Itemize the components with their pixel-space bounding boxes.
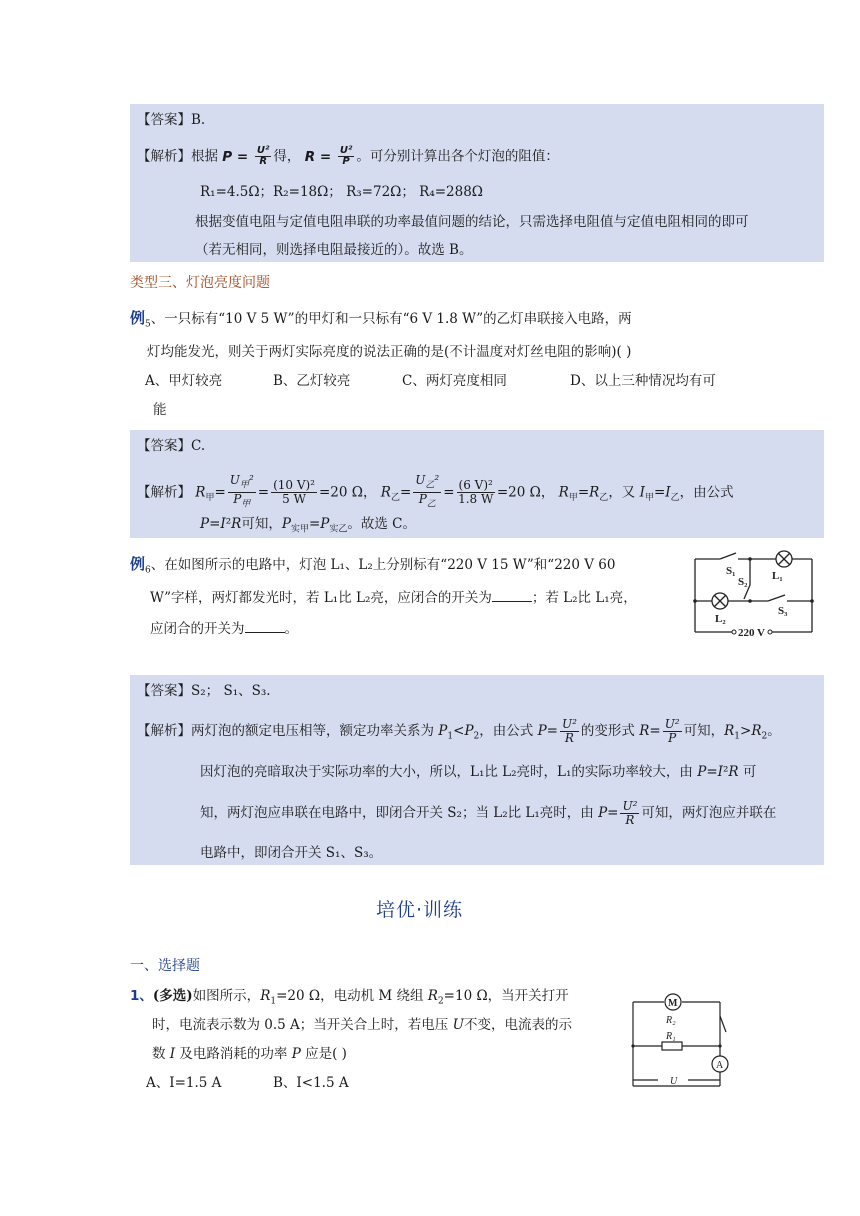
q1-option-b: B、I<1.5 A — [273, 1075, 349, 1091]
analysis-label-2: 【解析】 — [137, 484, 191, 501]
analysis-line-4: （若无相同，则选择电阻最接近的）。故选 B。 — [195, 242, 473, 258]
q1-line3: 数 I 及电路消耗的功率 P 应是( ) — [152, 1046, 347, 1062]
label-220v: 220 V — [738, 627, 765, 639]
q1-text2b: 不变，电流表的示 — [463, 1017, 572, 1033]
calc1: =20 Ω， — [319, 484, 377, 501]
analysis-line — [137, 146, 559, 167]
ex5-option-d-cont: 能 — [153, 402, 167, 418]
ex6-text2a: W”字样，两灯都发光时，若 L₁比 L₂亮，应闭合的开关为 — [150, 590, 492, 606]
label-s3: S₃ — [778, 605, 788, 617]
a3-l2a: 因灯泡的亮暗取决于实际功率的大小，所以，L₁比 L₂亮时，L₁的实际功率较大，由 — [200, 764, 698, 780]
ex6-label: 例 — [130, 555, 146, 573]
label-s2: S₂ — [738, 576, 748, 588]
label-l1: L₁ — [772, 570, 783, 582]
q1-r1: =20 Ω，电动机 M 绕组 — [276, 988, 428, 1004]
ex5-num: 5 — [145, 319, 151, 330]
frac1-num: (10 V)² — [273, 478, 315, 493]
analysis-3-line1: 【解析】两灯泡的额定电压相等，额定功率关系为 $P_1<P_2$，由公式 P= $\frac{\text{U²}}{R}$ 的变形式 R= $\frac{\text{U²}}{P}$ 可知，$R_1>R_2$。 — [137, 717, 781, 745]
answer-line-3: 【答案】S₂； S₁、S₃. — [137, 683, 271, 699]
ex6-num: 6 — [145, 565, 151, 576]
a3-l3b: 可知，两灯泡应并联在 — [641, 805, 777, 821]
frac1-den: 5 W — [282, 492, 306, 507]
tail1: ，又 — [608, 484, 636, 501]
line2-end: 。故选 C。 — [347, 516, 416, 532]
ex6-circuit-diagram — [690, 545, 820, 645]
r1-label: R₁ — [666, 1031, 676, 1042]
a3-l1a: 【解析】两灯泡的额定电压相等，额定功率关系为 — [137, 723, 439, 739]
a3-l2b: 可 — [738, 764, 757, 780]
ex5-line1 — [130, 308, 632, 335]
ex6-text2b: ；若 L₂比 L₁亮， — [531, 590, 637, 606]
ex5-text1: 、一只标有“10 V 5 W”的甲灯和一只标有“6 V 1.8 W”的乙灯串联接入电路，两 — [150, 311, 632, 327]
analysis-3-line4: 电路中，即闭合开关 S₁、S₃。 — [200, 845, 383, 861]
tail2: ，由公式 — [679, 484, 734, 501]
ex5-option-c: C、两灯亮度相同 — [402, 373, 507, 389]
ammeter-label: A — [716, 1060, 724, 1071]
analysis-prefix: 【解析】根据 — [137, 148, 218, 165]
blank-1[interactable] — [492, 587, 532, 602]
q1-circuit-diagram — [628, 988, 748, 1092]
frac2-den: 1.8 W — [458, 492, 494, 507]
q1-line1: 1、(多选)如图所示，$R_1=20$ Ω，电动机 M 绕组 $R_2=10$ Ω，当开关打开 — [130, 988, 569, 1007]
resistance-values: R₁=4.5Ω；R₂=18Ω； R₃=72Ω； R₄=288Ω — [200, 184, 483, 200]
q1-multi: (多选) — [152, 988, 193, 1004]
ex6-line2 — [150, 587, 637, 608]
ex5-label: 例 — [130, 309, 146, 327]
ex5-option-b: B、乙灯较亮 — [273, 373, 351, 389]
ex6-text1: 、在如图所示的电路中，灯泡 L₁、L₂上分别标有“220 V 15 W”和“220 V 60 — [150, 557, 616, 573]
u-label: U — [670, 1076, 678, 1087]
line2-tail: 可知， — [241, 516, 282, 532]
r2-label: R₂ — [666, 1015, 676, 1026]
ex6-text3-end: 。 — [284, 621, 298, 637]
q1-num: 1、 — [130, 988, 153, 1004]
q1-option-a: A、I=1.5 A — [146, 1075, 222, 1091]
q1-text3: 数 — [152, 1046, 170, 1062]
formula-r: R = $\frac{\text{U²}}{P}$ — [304, 145, 353, 167]
analysis-3-line2: 因灯泡的亮暗取决于实际功率的大小，所以，L₁比 L₂亮时，L₁的实际功率较大，由 P=I²R 可 — [200, 764, 757, 780]
ex6-line1 — [130, 554, 615, 581]
section-title: 培优·训练 — [376, 899, 464, 921]
analysis-suffix: 。可分别计算出各个灯泡的阻值： — [356, 148, 559, 165]
analysis-line-2b: P=I²R可知，$P_{实甲}=P_{实乙}$。故选 C。 — [200, 516, 416, 535]
type3-title: 类型三、灯泡亮度问题 — [130, 275, 270, 291]
q1-text3c: 应是( ) — [300, 1046, 347, 1062]
ex5-option-a: A、甲灯较亮 — [145, 373, 223, 389]
a3-l1c: 的变形式 — [580, 723, 640, 739]
choice-heading: 一、选择题 — [130, 958, 200, 974]
analysis-line-2a: 【解析】 $R_甲=$ $\frac{U_甲^2}{P_甲}$ = $\frac{\text{(10 V)²}}{5 W}$ =20 Ω， $R_乙=$ $\frac{U_乙^2}{P_乙}$ = $\frac{\text{(6 V)²}}{1.8 W}$ =20 Ω， $R_甲=R_乙$，又 $I_甲=I_乙$，由公式 — [137, 473, 734, 510]
ex6-line3 — [150, 618, 298, 639]
answer-line-2: 【答案】C. — [137, 438, 206, 454]
q1-text3b: 及电路消耗的功率 — [175, 1046, 292, 1062]
label-l2: L₂ — [715, 613, 726, 625]
ex5-option-d: D、以上三种情况均有可 — [570, 373, 716, 389]
label-s1: S₁ — [726, 565, 736, 577]
frac2-num: (6 V)² — [458, 478, 493, 493]
ex5-line2: 灯均能发光，则关于两灯实际亮度的说法正确的是(不计温度对灯丝电阻的影响)( ) — [147, 344, 632, 360]
analysis-line-3: 根据变值电阻与定值电阻串联的功率最值问题的结论，只需选择电阻值与定值电阻相同的即可 — [195, 214, 749, 230]
q1-text2: 时，电流表示数为 0.5 A；当开关合上时，若电压 — [152, 1017, 453, 1033]
q1-text1: 如图所示， — [192, 988, 261, 1004]
motor-label: M — [668, 998, 678, 1009]
ex6-text3: 应闭合的开关为 — [150, 621, 245, 637]
a3-l3a: 知，两灯泡应串联在电路中，即闭合开关 S₂；当 L₂比 L₁亮时，由 — [200, 805, 599, 821]
analysis-3-line3: 知，两灯泡应串联在电路中，即闭合开关 S₂；当 L₂比 L₁亮时，由 P= $\frac{\text{U²}}{R}$ 可知，两灯泡应并联在 — [200, 799, 777, 827]
answer-line: 【答案】B. — [137, 112, 206, 128]
calc2: =20 Ω， — [496, 484, 555, 501]
blank-2[interactable] — [245, 618, 285, 633]
q1-r2: =10 Ω，当开关打开 — [443, 988, 569, 1004]
analysis-mid: 得， — [273, 148, 301, 165]
a3-l1d: 可知， — [683, 723, 725, 739]
formula-p: P = $\frac{\text{U²}}{R}$ — [222, 145, 270, 167]
a3-l1b: ，由公式 — [479, 723, 538, 739]
q1-line2: 时，电流表示数为 0.5 A；当开关合上时，若电压 U不变，电流表的示 — [152, 1017, 572, 1033]
